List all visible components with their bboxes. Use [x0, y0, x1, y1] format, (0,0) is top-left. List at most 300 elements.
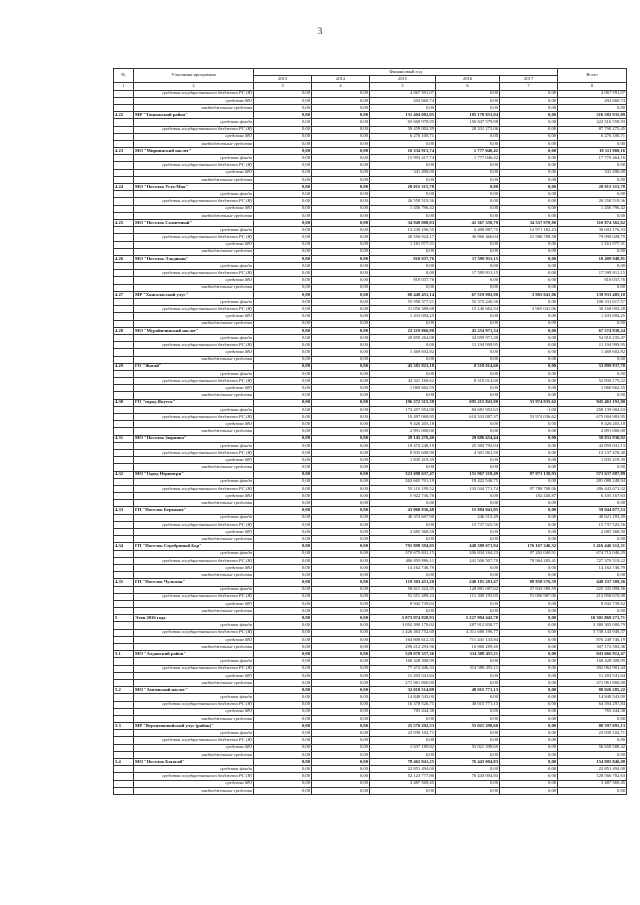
amount-cell: 314 588 455,11: [436, 665, 500, 672]
funding-source: средства МО: [134, 600, 254, 607]
amount-cell: 0,00: [254, 119, 312, 126]
amount-cell: 0,00: [312, 140, 370, 147]
total-cell: 448 337 309,26: [558, 579, 627, 586]
amount-cell: 0,00: [436, 780, 500, 787]
amount-cell: 0,00: [254, 255, 312, 262]
amount-cell: 0,00: [312, 521, 370, 528]
table-row: [114, 126, 627, 133]
total-cell: 783 444,38: [558, 708, 627, 715]
total-cell: 0,00: [558, 191, 627, 198]
table-row: [114, 665, 627, 672]
amount-cell: 0,00: [312, 600, 370, 607]
total-cell: 64 394 297,84: [558, 701, 627, 708]
financial-year-header: Финансовый год: [254, 69, 558, 76]
amount-cell: 0,00: [254, 414, 312, 421]
amount-cell: 0,00: [500, 636, 558, 643]
table-row: [114, 370, 627, 377]
row-number: [114, 572, 134, 579]
amount-cell: 0,00: [312, 665, 370, 672]
total-cell: 1 433 694,25: [558, 313, 627, 320]
amount-cell: 0,00: [254, 600, 312, 607]
amount-cell: 0,00: [312, 363, 370, 370]
amount-cell: 0,00: [312, 701, 370, 708]
amount-cell: 0,00: [254, 507, 312, 514]
amount-cell: 0,00: [436, 464, 500, 471]
amount-cell: 0,00: [500, 263, 558, 270]
amount-cell: 0,00: [254, 636, 312, 643]
amount-cell: 48 015 771,13: [436, 701, 500, 708]
amount-cell: 0,00: [370, 162, 436, 169]
row-number: 4.30: [114, 399, 134, 406]
row-number: [114, 478, 134, 485]
total-cell: 168 428 308,99: [558, 658, 627, 665]
amount-cell: 0,00: [436, 176, 500, 183]
amount-cell: 0,00: [254, 723, 312, 730]
amount-cell: 0,00: [312, 687, 370, 694]
amount-cell: 1 637 189,82: [370, 744, 436, 751]
amount-cell: 2 891 000,00: [370, 428, 436, 435]
funding-source: средства государственного бюджета РС (Я): [134, 485, 254, 492]
row-number: [114, 406, 134, 413]
funding-source: средства МО: [134, 493, 254, 500]
amount-cell: 0,00: [500, 248, 558, 255]
amount-cell: 271 961 860,00: [370, 679, 436, 686]
amount-cell: 0,00: [500, 500, 558, 507]
row-number: [114, 414, 134, 421]
amount-cell: 0,00: [370, 392, 436, 399]
amount-cell: 0,00: [254, 658, 312, 665]
row-number: 5.1: [114, 651, 134, 658]
amount-cell: 0,00: [254, 651, 312, 658]
row-number: [114, 140, 134, 147]
table-row: [114, 140, 627, 147]
row-number: [114, 176, 134, 183]
amount-cell: 21 586 788,58: [500, 234, 558, 241]
amount-cell: 0,00: [254, 378, 312, 385]
table-row: [114, 162, 627, 169]
amount-cell: 84 681 953,63: [436, 406, 500, 413]
total-cell: 2 685 368,58: [558, 529, 627, 536]
amount-cell: 0,00: [312, 191, 370, 198]
table-row: [114, 521, 627, 528]
amount-cell: 0,00: [312, 442, 370, 449]
funding-source: средства МО: [134, 636, 254, 643]
funding-source: средства МО: [134, 385, 254, 392]
amount-cell: 0,00: [312, 291, 370, 298]
amount-cell: 55 021 398,60: [436, 723, 500, 730]
amount-cell: 18 474 248,19: [370, 442, 436, 449]
amount-cell: 0,00: [312, 644, 370, 651]
amount-cell: 0,00: [254, 140, 312, 147]
amount-cell: 0,00: [312, 708, 370, 715]
amount-cell: 0,00: [254, 97, 312, 104]
amount-cell: 0,00: [500, 435, 558, 442]
amount-cell: 0,00: [254, 248, 312, 255]
page-number: 3: [317, 26, 323, 36]
amount-cell: 0,00: [312, 263, 370, 270]
amount-cell: 0,00: [500, 255, 558, 262]
table-row: [114, 701, 627, 708]
amount-cell: 0,00: [312, 543, 370, 550]
funding-source: средства фонда: [134, 227, 254, 234]
total-cell: 3 380 303 000,79: [558, 622, 627, 629]
table-row: [114, 270, 627, 277]
amount-cell: 0,00: [500, 701, 558, 708]
amount-cell: 0,00: [436, 133, 500, 140]
row-number: [114, 766, 134, 773]
funding-source: средства государственного бюджета РС (Я): [134, 449, 254, 456]
funding-source: средства фонда: [134, 155, 254, 162]
financing-table: [113, 68, 627, 795]
amount-cell: 0,00: [312, 629, 370, 636]
row-number: [114, 694, 134, 701]
amount-cell: 18 422 546,75: [436, 478, 500, 485]
amount-cell: 0,00: [500, 119, 558, 126]
amount-cell: 0,00: [254, 234, 312, 241]
amount-cell: 0,00: [370, 572, 436, 579]
total-cell: 0,00: [558, 140, 627, 147]
amount-cell: 0,00: [370, 370, 436, 377]
amount-cell: 11 194 999,95: [436, 342, 500, 349]
table-row: [114, 133, 627, 140]
amount-cell: 0,00: [370, 270, 436, 277]
participant-name: ГП "Поселок Серебряный Бор": [134, 543, 254, 550]
amount-cell: 3 965 041,06: [500, 306, 558, 313]
amount-cell: 8 518 014,60: [436, 363, 500, 370]
table-row: [114, 97, 627, 104]
row-number: 4.29: [114, 363, 134, 370]
funding-source: средства фонда: [134, 550, 254, 557]
row-number: 5.2: [114, 687, 134, 694]
amount-cell: 40 374 667,90: [370, 514, 436, 521]
amount-cell: 0,00: [312, 651, 370, 658]
total-cell: 1 469 602,82: [558, 349, 627, 356]
amount-cell: 0,00: [254, 306, 312, 313]
row-number: 5.4: [114, 759, 134, 766]
col-index: 1: [114, 83, 134, 90]
funding-source: внебюджетные средства: [134, 392, 254, 399]
participant-name: МО "Поселок Батагай": [134, 759, 254, 766]
amount-cell: 0,00: [500, 320, 558, 327]
funding-source: внебюджетные средства: [134, 500, 254, 507]
amount-cell: 77 474 446,33: [370, 665, 436, 672]
amount-cell: 0,00: [254, 126, 312, 133]
row-number: [114, 529, 134, 536]
amount-cell: 0,00: [500, 349, 558, 356]
row-number: 4.23: [114, 148, 134, 155]
funding-source: средства государственного бюджета РС (Я): [134, 126, 254, 133]
table-row: [114, 119, 627, 126]
amount-cell: 0,00: [500, 615, 558, 622]
amount-cell: 0,00: [254, 572, 312, 579]
amount-cell: 0,00: [254, 557, 312, 564]
row-number: 4.25: [114, 219, 134, 226]
amount-cell: 0,00: [254, 219, 312, 226]
amount-cell: 0,00: [312, 449, 370, 456]
amount-cell: 0,00: [500, 715, 558, 722]
amount-cell: 0,00: [312, 529, 370, 536]
funding-source: внебюджетные средства: [134, 104, 254, 111]
funding-source: внебюджетные средства: [134, 679, 254, 686]
amount-cell: 711 441 133,84: [436, 636, 500, 643]
amount-cell: 206 834 164,23: [436, 550, 500, 557]
amount-cell: 0,00: [436, 90, 500, 97]
table-row: [114, 349, 627, 356]
amount-cell: 0,00: [436, 356, 500, 363]
amount-cell: 0,00: [312, 198, 370, 205]
amount-cell: 0,00: [500, 679, 558, 686]
funding-source: средства МО: [134, 241, 254, 248]
year-header: 2015: [370, 76, 436, 83]
funding-source: средства государственного бюджета РС (Я): [134, 557, 254, 564]
amount-cell: 0,00: [500, 392, 558, 399]
amount-cell: 0,00: [500, 507, 558, 514]
amount-cell: 0,00: [312, 550, 370, 557]
amount-cell: 0,00: [500, 723, 558, 730]
total-cell: 674 712 046,29: [558, 550, 627, 557]
row-number: [114, 751, 134, 758]
amount-cell: 0,00: [312, 349, 370, 356]
amount-cell: 0,00: [254, 284, 312, 291]
row-number: 4.28: [114, 327, 134, 334]
total-cell: 80 026 285,22: [558, 687, 627, 694]
row-number: [114, 593, 134, 600]
row-number: [114, 169, 134, 176]
amount-cell: 0,00: [312, 392, 370, 399]
total-cell: 0,00: [558, 248, 627, 255]
amount-cell: 0,00: [370, 787, 436, 794]
table-row: [114, 773, 627, 780]
table-row: [114, 191, 627, 198]
amount-cell: 0,00: [436, 212, 500, 219]
col-participants-header: Участники программы: [134, 69, 254, 83]
amount-cell: 0,00: [254, 169, 312, 176]
total-cell: 392 062 901,44: [558, 665, 627, 672]
amount-cell: 0,00: [312, 148, 370, 155]
amount-cell: 0,00: [500, 370, 558, 377]
total-cell: 52 839 175,22: [558, 378, 627, 385]
row-number: [114, 97, 134, 104]
amount-cell: 0,00: [254, 90, 312, 97]
amount-cell: 0,00: [254, 184, 312, 191]
amount-cell: 0,00: [500, 241, 558, 248]
amount-cell: 8 518 014,60: [436, 378, 500, 385]
total-cell: 225 335 899,56: [558, 586, 627, 593]
amount-cell: 0,00: [500, 572, 558, 579]
amount-cell: 0,00: [254, 644, 312, 651]
row-number: [114, 701, 134, 708]
amount-cell: 0,00: [312, 557, 370, 564]
row-number: [114, 672, 134, 679]
amount-cell: 97 971 139,93: [500, 471, 558, 478]
amount-cell: 0,00: [312, 751, 370, 758]
row-number: [114, 334, 134, 341]
amount-cell: 78 964 205,41: [500, 557, 558, 564]
table-row: [114, 737, 627, 744]
amount-cell: 0,00: [254, 176, 312, 183]
table-row: [114, 227, 627, 234]
amount-cell: 0,00: [500, 773, 558, 780]
amount-cell: 0,00: [500, 694, 558, 701]
table-row: [114, 485, 627, 492]
amount-cell: 0,00: [500, 766, 558, 773]
amount-cell: 0,00: [254, 428, 312, 435]
row-number: [114, 370, 134, 377]
funding-source: средства МО: [134, 277, 254, 284]
table-row: [114, 155, 627, 162]
row-number: [114, 385, 134, 392]
amount-cell: 0,00: [254, 435, 312, 442]
amount-cell: 29 686 654,44: [436, 435, 500, 442]
table-row: [114, 543, 627, 550]
row-number: 4.33: [114, 507, 134, 514]
row-number: 4.27: [114, 291, 134, 298]
table-row: [114, 629, 627, 636]
total-cell: 59 044 077,53: [558, 507, 627, 514]
amount-cell: 0,00: [500, 385, 558, 392]
total-cell: 0,00: [558, 787, 627, 794]
amount-cell: 0,00: [254, 399, 312, 406]
amount-cell: 0,00: [436, 385, 500, 392]
amount-cell: 45 254 971,34: [436, 327, 500, 334]
table-row: [114, 564, 627, 571]
amount-cell: 0,00: [312, 399, 370, 406]
amount-cell: 292 660,74: [370, 97, 436, 104]
funding-source: внебюджетные средства: [134, 212, 254, 219]
row-number: [114, 227, 134, 234]
amount-cell: 55 958 377,21: [370, 299, 436, 306]
row-number: [114, 464, 134, 471]
amount-cell: 0,00: [436, 205, 500, 212]
amount-cell: 0,00: [500, 780, 558, 787]
amount-cell: 0,00: [254, 622, 312, 629]
total-cell: 0,00: [558, 320, 627, 327]
amount-cell: 0,00: [254, 370, 312, 377]
amount-cell: 14 162 746,79: [370, 564, 436, 571]
total-cell: 341 496,00: [558, 169, 627, 176]
table-row: [114, 536, 627, 543]
total-cell: 0,00: [558, 370, 627, 377]
total-cell: 5 738 143 949,37: [558, 629, 627, 636]
funding-source: средства государственного бюджета РС (Я): [134, 737, 254, 744]
amount-cell: 0,00: [254, 679, 312, 686]
amount-cell: 0,00: [312, 780, 370, 787]
funding-source: средства государственного бюджета РС (Я): [134, 629, 254, 636]
amount-cell: 0,00: [500, 104, 558, 111]
amount-cell: 0,00: [312, 133, 370, 140]
row-number: 4.31: [114, 435, 134, 442]
table-row: [114, 557, 627, 564]
row-number: [114, 442, 134, 449]
amount-cell: 0,00: [500, 442, 558, 449]
amount-cell: 0,00: [254, 687, 312, 694]
amount-cell: 0,00: [500, 665, 558, 672]
amount-cell: 0,00: [500, 478, 558, 485]
row-number: [114, 737, 134, 744]
row-number: [114, 428, 134, 435]
amount-cell: 0,00: [312, 184, 370, 191]
funding-source: средства фонда: [134, 622, 254, 629]
amount-cell: 0,00: [312, 435, 370, 442]
amount-cell: 0,00: [254, 521, 312, 528]
table-row: [114, 572, 627, 579]
total-cell: 18 409 948,91: [558, 255, 627, 262]
amount-cell: 16 960 289,40: [436, 644, 500, 651]
amount-cell: 695 215 841,00: [436, 399, 500, 406]
row-number: [114, 600, 134, 607]
amount-cell: 0,00: [254, 751, 312, 758]
total-cell: 43 859 041,13: [558, 442, 627, 449]
amount-cell: 0,00: [370, 320, 436, 327]
amount-cell: 0,00: [436, 370, 500, 377]
table-row: [114, 442, 627, 449]
funding-source: внебюджетные средства: [134, 320, 254, 327]
funding-source: средства фонда: [134, 299, 254, 306]
amount-cell: 1 433 694,25: [370, 313, 436, 320]
amount-cell: 406 859 806,11: [370, 557, 436, 564]
amount-cell: 0,00: [436, 564, 500, 571]
amount-cell: 4 301 861,50: [436, 449, 500, 456]
total-cell: 0,00: [558, 392, 627, 399]
row-number: [114, 679, 134, 686]
row-number: [114, 557, 134, 564]
total-cell: 13 137 470,40: [558, 449, 627, 456]
amount-cell: 0,00: [370, 715, 436, 722]
amount-cell: 4 400 887,75: [436, 227, 500, 234]
funding-source: средства государственного бюджета РС (Я): [134, 521, 254, 528]
year-header: 2017: [500, 76, 558, 83]
amount-cell: 29 145 276,40: [370, 435, 436, 442]
amount-cell: 0,00: [500, 514, 558, 521]
total-cell: 573 637 087,89: [558, 471, 627, 478]
amount-cell: 810 037,76: [370, 255, 436, 262]
funding-source: средства МО: [134, 564, 254, 571]
amount-cell: 176 167 246,32: [500, 543, 558, 550]
amount-cell: 0,00: [436, 658, 500, 665]
amount-cell: 0,00: [500, 608, 558, 615]
participant-name: МР "Хангаласский улус": [134, 291, 254, 298]
amount-cell: 0,00: [370, 212, 436, 219]
amount-cell: 97 788 708,06: [500, 485, 558, 492]
amount-cell: 783 444,38: [370, 708, 436, 715]
funding-source: средства фонда: [134, 442, 254, 449]
table-row: [114, 212, 627, 219]
table-row: [114, 320, 627, 327]
funding-source: средства государственного бюджета РС (Я): [134, 90, 254, 97]
row-number: [114, 421, 134, 428]
amount-cell: 0,00: [436, 536, 500, 543]
row-number: [114, 493, 134, 500]
amount-cell: 0,00: [254, 485, 312, 492]
amount-cell: 17 599 911,15: [436, 255, 500, 262]
amount-cell: 0,00: [500, 629, 558, 636]
amount-cell: 0,00: [500, 90, 558, 97]
amount-cell: 0,00: [500, 270, 558, 277]
amount-cell: 13 230 106,55: [370, 227, 436, 234]
amount-cell: 0,00: [312, 327, 370, 334]
amount-cell: 0,00: [254, 471, 312, 478]
amount-cell: 0,00: [254, 579, 312, 586]
total-cell: 139 933 485,10: [558, 291, 627, 298]
amount-cell: 0,00: [312, 579, 370, 586]
table-row: [114, 104, 627, 111]
amount-cell: 0,00: [312, 119, 370, 126]
amount-cell: 133 544 771,74: [436, 485, 500, 492]
amount-cell: 43 060 036,48: [370, 507, 436, 514]
amount-cell: 4 067 591,07: [370, 90, 436, 97]
amount-cell: 0,00: [370, 751, 436, 758]
amount-cell: 6 276 100,71: [370, 133, 436, 140]
